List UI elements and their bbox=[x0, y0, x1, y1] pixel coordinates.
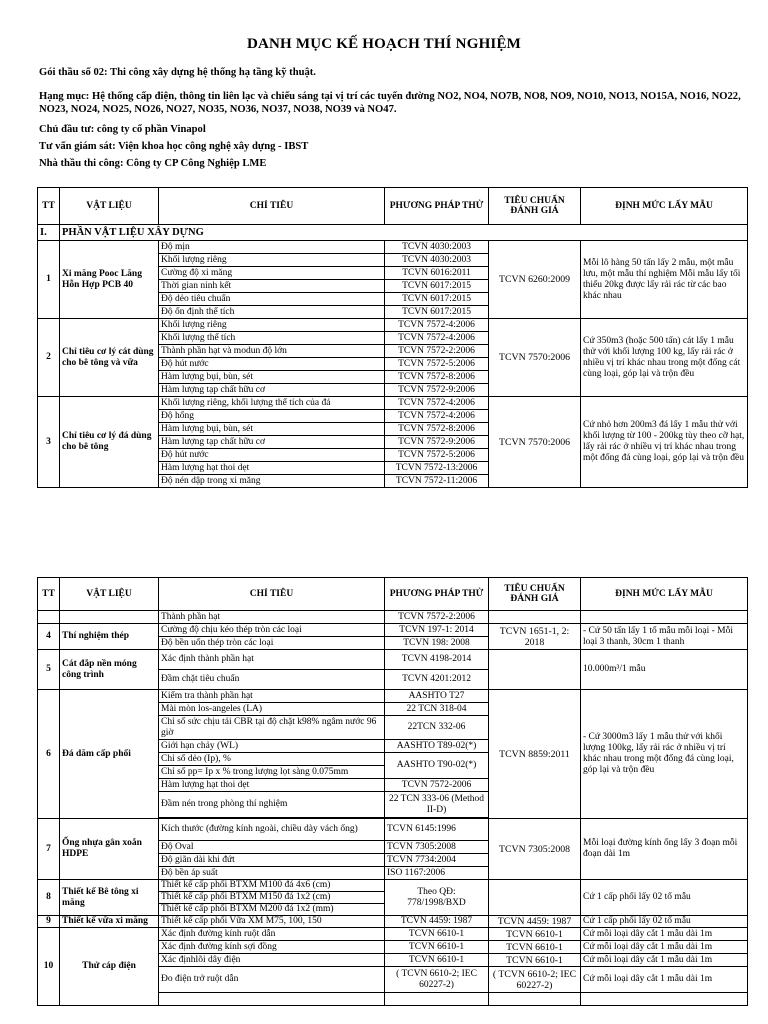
method-cell: TCVN 7572-13:2006 bbox=[385, 462, 489, 475]
criteria-cell: Độ bền uốn thép tròn các loại bbox=[159, 637, 385, 650]
tt-cell: 3 bbox=[38, 397, 60, 488]
header-tt: TT bbox=[38, 188, 60, 225]
tt-cell: 1 bbox=[38, 241, 60, 319]
test-plan-table-2 bbox=[37, 577, 748, 1006]
criteria-cell: Thành phần hạt và modun độ lớn bbox=[159, 345, 385, 358]
criteria-cell: Thiết kế cấp phối Vữa XM M75, 100, 150 bbox=[159, 916, 385, 928]
method-cell: TCVN 6610-1 bbox=[385, 941, 489, 954]
page-edge bbox=[0, 1018, 768, 1024]
criteria-cell: Thiết kế cấp phối BTXM M150 đá 1x2 (cm) bbox=[159, 892, 385, 904]
material-cell: Chỉ tiêu cơ lý cát dùng cho bê tông và vữa bbox=[60, 319, 159, 397]
criteria-cell: Mài mòn los-angeles (LA) bbox=[159, 703, 385, 716]
method-cell: TCVN 7572-4:2006 bbox=[385, 397, 489, 410]
criteria-cell: Hàm lượng bụi, bùn, sét bbox=[159, 423, 385, 436]
sampling-cell bbox=[581, 611, 748, 624]
header-method: PHƯƠNG PHÁP THỬ bbox=[385, 188, 489, 225]
criteria-cell: Thiết kế cấp phối BTXM M200 đá 1x2 (mm) bbox=[159, 904, 385, 916]
criteria-cell: Khối lượng riêng, khối lượng thể tích của đá bbox=[159, 397, 385, 410]
criteria-cell bbox=[159, 993, 385, 1006]
standard-cell: TCVN 7305:2008 bbox=[489, 819, 581, 880]
criteria-cell: Độ hút nước bbox=[159, 358, 385, 371]
header-criteria: CHỈ TIÊU bbox=[159, 188, 385, 225]
tt-cell: 2 bbox=[38, 319, 60, 397]
standard-cell: TCVN 6610-1 bbox=[489, 928, 581, 941]
criteria-cell: Giới hạn chảy (WL) bbox=[159, 740, 385, 753]
criteria-cell: Thành phần hạt bbox=[159, 611, 385, 624]
criteria-cell: Độ giãn dài khi đứt bbox=[159, 854, 385, 867]
scope-line: Hạng mục: Hệ thống cấp điện, thông tin liên lạc và chiếu sáng tại vị trí các tuyến đường NO2, NO4, NO7B, NO8, NO9, NO10, NO13, NO15A, NO16, NO22, NO23, NO24, NO25, NO26, NO27, NO35, NO36, NO37, NO38, NO39 và NO47. bbox=[39, 91, 741, 115]
criteria-cell: Đo điện trở ruột dẫn bbox=[159, 967, 385, 993]
method-cell: TCVN 7572-4:2006 bbox=[385, 319, 489, 332]
method-cell: TCVN 7572-8:2006 bbox=[385, 371, 489, 384]
table-header-row bbox=[38, 578, 748, 611]
tt-cell: 10 bbox=[38, 928, 60, 1006]
standard-cell: TCVN 7570:2006 bbox=[489, 397, 581, 488]
standard-cell bbox=[489, 993, 581, 1006]
method-cell: TCVN 198: 2008 bbox=[385, 637, 489, 650]
method-cell: TCVN 7572-2006 bbox=[385, 779, 489, 792]
criteria-cell: Độ ổn định thể tích bbox=[159, 306, 385, 319]
owner-line: Chủ đầu tư: công ty cổ phần Vinapol bbox=[39, 124, 206, 135]
tt-cell: 4 bbox=[38, 624, 60, 650]
criteria-cell: Độ mịn bbox=[159, 241, 385, 254]
section-label: PHẦN VẬT LIỆU XÂY DỰNG bbox=[60, 225, 748, 241]
sampling-cell: Mỗi loại đường kính ống lấy 3 đoạn mỗi đoạn dài 1m bbox=[581, 819, 748, 880]
criteria-cell: Hàm lượng tạp chất hữu cơ bbox=[159, 436, 385, 449]
method-cell: TCVN 7572-2:2006 bbox=[385, 611, 489, 624]
material-cell: Xi măng Pooc Lăng Hỗn Hợp PCB 40 bbox=[60, 241, 159, 319]
table-row bbox=[38, 611, 748, 624]
material-cell bbox=[60, 611, 159, 624]
criteria-cell: Độ bền áp suất bbox=[159, 867, 385, 880]
standard-cell bbox=[489, 650, 581, 690]
method-cell: TCVN 7305:2008 bbox=[385, 841, 489, 854]
sampling-cell: Cứ 1 cấp phối lấy 02 tổ mẫu bbox=[581, 880, 748, 916]
method-cell: TCVN 4459: 1987 bbox=[385, 916, 489, 928]
method-cell: TCVN 7572-11:2006 bbox=[385, 475, 489, 488]
section-number: I. bbox=[38, 225, 60, 241]
method-cell: TCVN 7572-9:2006 bbox=[385, 384, 489, 397]
material-cell: Cát đắp nền móng công trình bbox=[60, 650, 159, 690]
criteria-cell: Đầm nén trong phòng thí nghiệm bbox=[159, 792, 385, 818]
criteria-cell: Đầm chặt tiêu chuẩn bbox=[159, 670, 385, 690]
table-row bbox=[38, 397, 748, 410]
sampling-cell: Cứ mỗi loại dây cắt 1 mẫu dài 1m bbox=[581, 967, 748, 993]
material-cell: Thiết kế Bê tông xi măng bbox=[60, 880, 159, 916]
method-cell: TCVN 6017:2015 bbox=[385, 306, 489, 319]
method-cell: TCVN 4201:2012 bbox=[385, 670, 489, 690]
table-row bbox=[38, 819, 748, 841]
method-cell: TCVN 6610-1 bbox=[385, 928, 489, 941]
criteria-cell: Hàm lượng hạt thoi dẹt bbox=[159, 462, 385, 475]
tt-cell: 6 bbox=[38, 690, 60, 819]
criteria-cell: Hàm lượng hạt thoi dẹt bbox=[159, 779, 385, 792]
method-cell: AASHTO T27 bbox=[385, 690, 489, 703]
method-cell: TCVN 6017:2015 bbox=[385, 293, 489, 306]
method-cell: AASHTO T90-02(*) bbox=[385, 753, 489, 779]
sampling-cell: Mỗi lô hàng 50 tấn lấy 2 mẫu, một mẫu lưu, một mẫu thí nghiệm Mỗi mẫu lấy tối thiểu 20kg được lấy rải rác từ các bao khác nhau bbox=[581, 241, 748, 319]
sampling-cell: 10.000m³/1 mẫu bbox=[581, 650, 748, 690]
header-standard: TIÊU CHUẨN ĐÁNH GIÁ bbox=[489, 578, 581, 611]
header-sampling: ĐỊNH MỨC LẤY MẪU bbox=[581, 188, 748, 225]
method-cell: AASHTO T89-02(*) bbox=[385, 740, 489, 753]
criteria-cell: Kiểm tra thành phần hạt bbox=[159, 690, 385, 703]
standard-cell: TCVN 4459: 1987 bbox=[489, 916, 581, 928]
criteria-cell: Xác địnhlõi dây điện bbox=[159, 954, 385, 967]
table-row bbox=[38, 241, 748, 254]
method-cell: TCVN 7572-9:2006 bbox=[385, 436, 489, 449]
method-cell: TCVN 7572-4:2006 bbox=[385, 332, 489, 345]
method-cell: Theo QĐ: 778/1998/BXD bbox=[385, 880, 489, 916]
header-tt: TT bbox=[38, 578, 60, 611]
material-cell: Đá dăm cấp phối bbox=[60, 690, 159, 819]
method-cell: TCVN 6016:2011 bbox=[385, 267, 489, 280]
material-cell: Thiết kế vữa xi măng bbox=[60, 916, 159, 928]
supervisor-line: Tư vấn giám sát: Viện khoa học công nghệ xây dựng - IBST bbox=[39, 141, 309, 152]
table-row bbox=[38, 880, 748, 892]
method-cell: ( TCVN 6610-2; IEC 60227-2) bbox=[385, 967, 489, 993]
table-row bbox=[38, 928, 748, 941]
criteria-cell: Độ nén dập trong xi măng bbox=[159, 475, 385, 488]
criteria-cell: Xác định đường kính sợi đồng bbox=[159, 941, 385, 954]
criteria-cell: Thời gian ninh kết bbox=[159, 280, 385, 293]
table-row bbox=[38, 624, 748, 637]
criteria-cell: Cường độ xi măng bbox=[159, 267, 385, 280]
package-line: Gói thầu số 02: Thi công xây dựng hệ thống hạ tầng kỹ thuật. bbox=[39, 67, 316, 78]
method-cell: TCVN 7572-4:2006 bbox=[385, 410, 489, 423]
criteria-cell: Độ hổng bbox=[159, 410, 385, 423]
material-cell: Ống nhựa gân xoắn HDPE bbox=[60, 819, 159, 880]
header-method: PHƯƠNG PHÁP THỬ bbox=[385, 578, 489, 611]
header-standard: TIÊU CHUẨN ĐÁNH GIÁ bbox=[489, 188, 581, 225]
criteria-cell: Độ dẻo tiêu chuẩn bbox=[159, 293, 385, 306]
method-cell: TCVN 7572-5:2006 bbox=[385, 358, 489, 371]
contractor-line: Nhà thầu thi công: Công ty CP Công Nghiệp LME bbox=[39, 158, 267, 169]
table-header-row bbox=[38, 188, 748, 225]
standard-cell bbox=[489, 880, 581, 916]
method-cell: 22 TCN 333-06 (Method II-D) bbox=[385, 792, 489, 818]
test-plan-table-1 bbox=[37, 187, 748, 488]
criteria-cell: Độ Oval bbox=[159, 841, 385, 854]
tt-cell: 9 bbox=[38, 916, 60, 928]
method-cell: TCVN 7572-2:2006 bbox=[385, 345, 489, 358]
criteria-cell: Thiết kế cấp phối BTXM M100 đá 4x6 (cm) bbox=[159, 880, 385, 892]
sampling-cell: Cứ mỗi loại dây cắt 1 mẫu dài 1m bbox=[581, 928, 748, 941]
criteria-cell: Khối lượng thể tích bbox=[159, 332, 385, 345]
criteria-cell: Hàm lượng bụi, bùn, sét bbox=[159, 371, 385, 384]
method-cell: 22 TCN 318-04 bbox=[385, 703, 489, 716]
standard-cell bbox=[489, 611, 581, 624]
header-sampling: ĐỊNH MỨC LẤY MẪU bbox=[581, 578, 748, 611]
method-cell: TCVN 4030:2003 bbox=[385, 254, 489, 267]
criteria-cell: Khối lượng riêng bbox=[159, 319, 385, 332]
section-row bbox=[38, 225, 748, 241]
method-cell: TCVN 7572-5:2006 bbox=[385, 449, 489, 462]
criteria-cell: Chỉ số pp= Ip x % trong lượng lọt sàng 0.075mm bbox=[159, 766, 385, 779]
method-cell: ISO 1167:2006 bbox=[385, 867, 489, 880]
header-material: VẬT LIỆU bbox=[60, 188, 159, 225]
header-material: VẬT LIỆU bbox=[60, 578, 159, 611]
method-cell bbox=[385, 993, 489, 1006]
tt-cell: 8 bbox=[38, 880, 60, 916]
sampling-cell: Cứ mỗi loại dây cắt 1 mẫu dài 1m bbox=[581, 954, 748, 967]
method-cell: TCVN 4030:2003 bbox=[385, 241, 489, 254]
method-cell: TCVN 7572-8:2006 bbox=[385, 423, 489, 436]
material-cell: Thí nghiệm thép bbox=[60, 624, 159, 650]
table-row bbox=[38, 650, 748, 670]
sampling-cell: Cứ 350m3 (hoặc 500 tấn) cát lấy 1 mẫu thử với khối lượng 100 kg, lấy rải rác ở nhiều vị trí khác nhau trong một đống cát cùng loại, góp lại và trộn đều bbox=[581, 319, 748, 397]
standard-cell: ( TCVN 6610-2; IEC 60227-2) bbox=[489, 967, 581, 993]
criteria-cell: Hàm lượng tạp chất hữu cơ bbox=[159, 384, 385, 397]
sampling-cell: Cứ nhỏ hơn 200m3 đá lấy 1 mẫu thử với khối lượng từ 100 - 200kg tùy theo cỡ hạt, lấy rải rác ở nhiều vị trí khác nhau trong một đống đá cùng loại, góp lại và trộn đều bbox=[581, 397, 748, 488]
standard-cell: TCVN 6610-1 bbox=[489, 954, 581, 967]
sampling-cell: Cứ mỗi loại dây cắt 1 mẫu dài 1m bbox=[581, 941, 748, 954]
material-cell: Thử cáp điện bbox=[60, 928, 159, 1006]
table-row bbox=[38, 690, 748, 703]
material-cell: Chỉ tiêu cơ lý đá dùng cho bê tông bbox=[60, 397, 159, 488]
criteria-cell: Cường độ chịu kéo thép tròn các loại bbox=[159, 624, 385, 637]
sampling-cell: - Cứ 50 tấn lấy 1 tổ mẫu mỗi loại - Mỗi loại 3 thanh, 30cm 1 thanh bbox=[581, 624, 748, 650]
tt-cell: 5 bbox=[38, 650, 60, 690]
sampling-cell: - Cứ 3000m3 lấy 1 mẫu thử với khối lượng 100kg, lấy rải rác ở nhiều vị trí khác nhau trong một đống đá cùng loại, góp lại và trộn đều bbox=[581, 690, 748, 819]
criteria-cell: Xác định thành phần hạt bbox=[159, 650, 385, 670]
criteria-cell: Chỉ số sức chịu tải CBR tại độ chặt k98% ngâm nước 96 giờ bbox=[159, 716, 385, 740]
method-cell: TCVN 6145:1996 bbox=[385, 819, 489, 841]
criteria-cell: Khối lượng riêng bbox=[159, 254, 385, 267]
standard-cell: TCVN 7570:2006 bbox=[489, 319, 581, 397]
tt-cell: 7 bbox=[38, 819, 60, 880]
method-cell: TCVN 4198-2014 bbox=[385, 650, 489, 670]
criteria-cell: Xác định đường kính ruột dẫn bbox=[159, 928, 385, 941]
method-cell: TCVN 6610-1 bbox=[385, 954, 489, 967]
method-cell: TCVN 197-1: 2014 bbox=[385, 624, 489, 637]
method-cell: 22TCN 332-06 bbox=[385, 716, 489, 740]
tt-cell bbox=[38, 611, 60, 624]
standard-cell: TCVN 8859:2011 bbox=[489, 690, 581, 819]
header-criteria: CHỈ TIÊU bbox=[159, 578, 385, 611]
sampling-cell bbox=[581, 993, 748, 1006]
document-title: DANH MỤC KẾ HOẠCH THÍ NGHIỆM bbox=[246, 36, 522, 52]
method-cell: TCVN 6017:2015 bbox=[385, 280, 489, 293]
criteria-cell: Chỉ số dẻo (Ip), % bbox=[159, 753, 385, 766]
table-row bbox=[38, 916, 748, 928]
criteria-cell: Kích thước (đường kính ngoài, chiều dày vách ống) bbox=[159, 819, 385, 841]
method-cell: TCVN 7734:2004 bbox=[385, 854, 489, 867]
criteria-cell: Độ hút nước bbox=[159, 449, 385, 462]
standard-cell: TCVN 1651-1, 2: 2018 bbox=[489, 624, 581, 650]
standard-cell: TCVN 6610-1 bbox=[489, 941, 581, 954]
table-row bbox=[38, 319, 748, 332]
sampling-cell: Cứ 1 cấp phối lấy 02 tổ mẫu bbox=[581, 916, 748, 928]
page-gap bbox=[0, 499, 768, 577]
standard-cell: TCVN 6260:2009 bbox=[489, 241, 581, 319]
